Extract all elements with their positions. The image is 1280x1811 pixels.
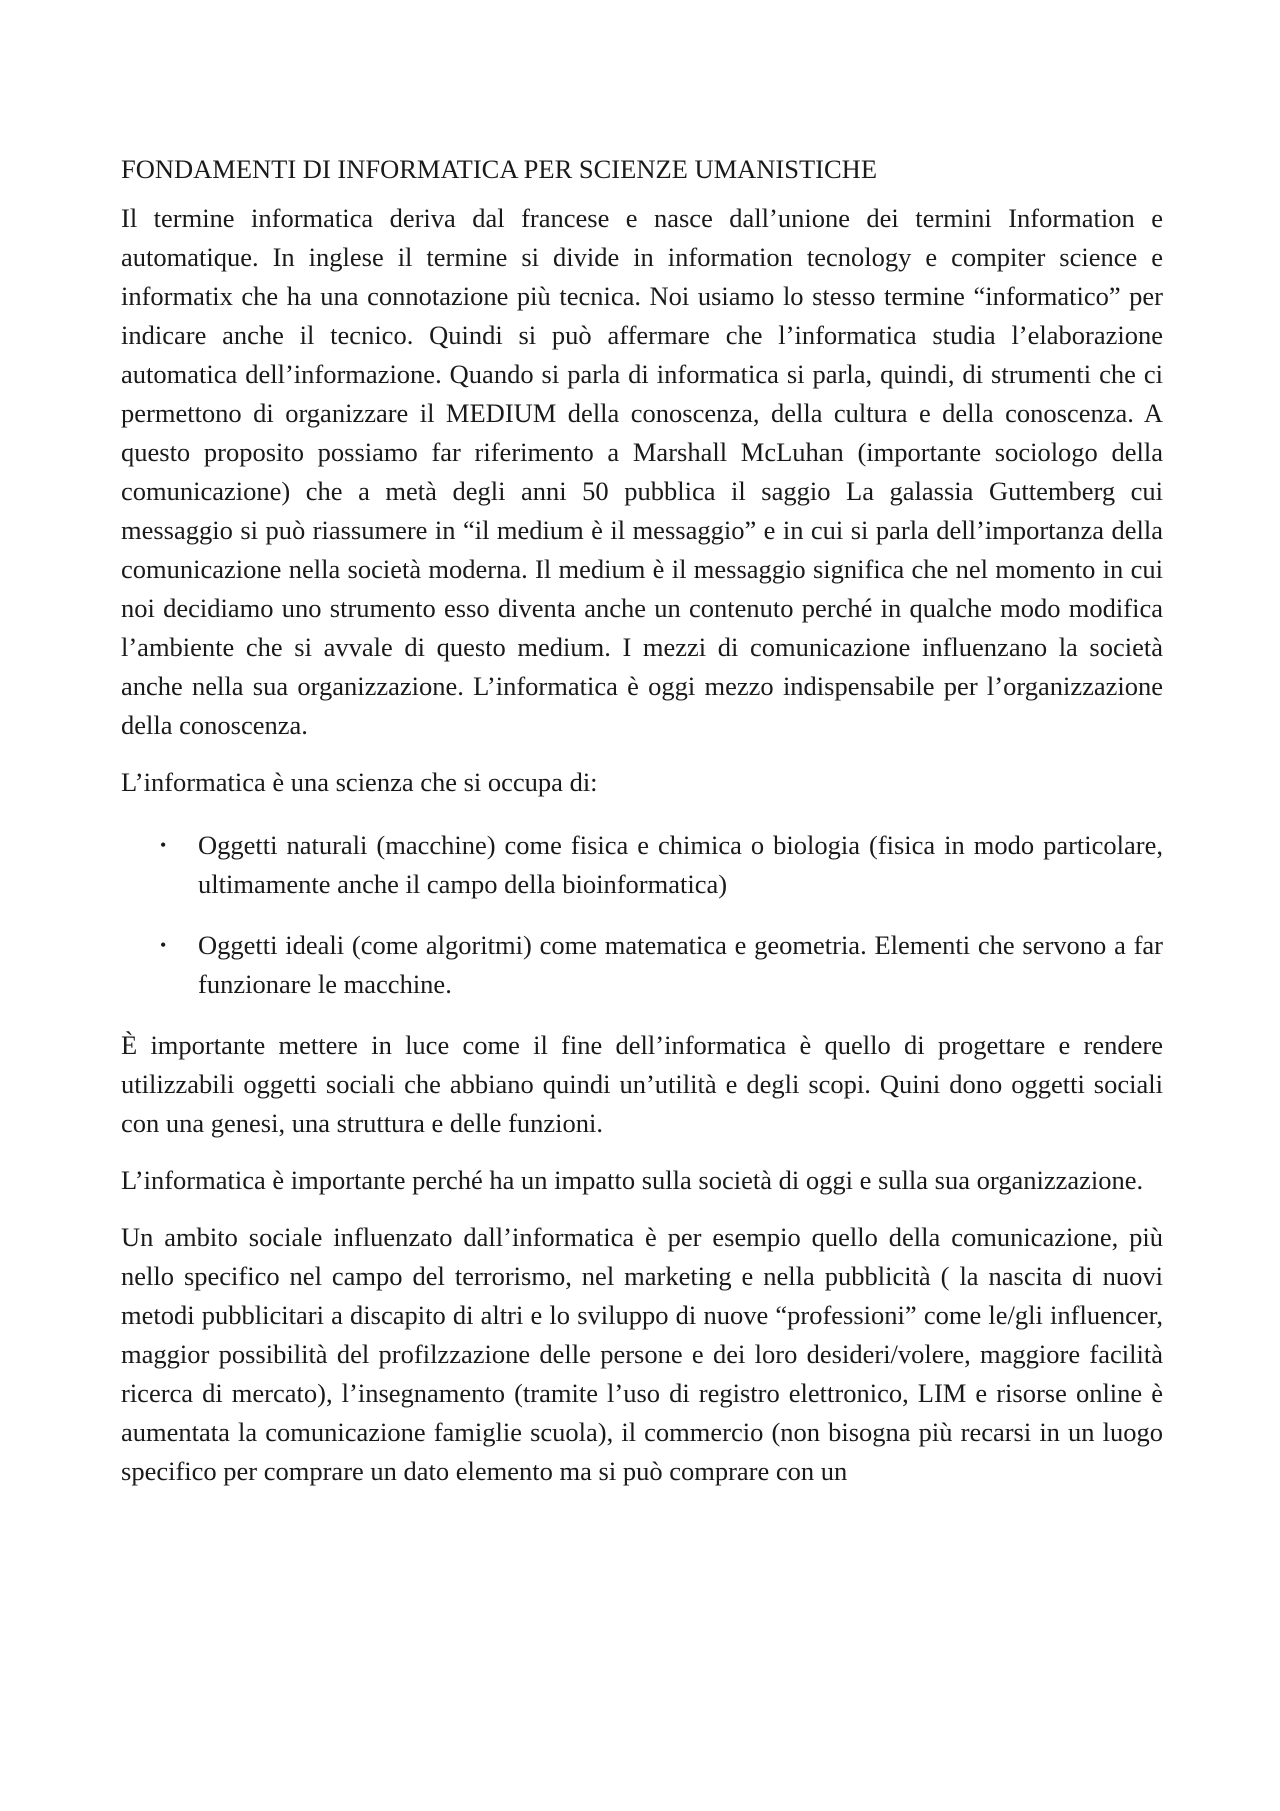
- paragraph-impact: L’informatica è importante perché ha un impatto sulla società di oggi e sulla sua organizzazione.: [121, 1165, 1144, 1195]
- list-item-text: Oggetti naturali (macchine) come fisica e chimica o biologia (fisica in modo particolare, ultimamente anche il campo della bioinformatica): [198, 830, 1163, 899]
- paragraph-intro: Il termine informatica deriva dal francese e nasce dall’unione dei termini Information e automatique. In inglese il termine si divide in information tecnology e compiter science e informatix che ha una connotazione più tecnica. Noi usiamo lo stesso termine “informatico” per indicare anche il tecnico. Quindi si può affermare che l’informatica studia l’elaborazione automatica dell’informazione. Quando si parla di informatica si parla, quindi, di strumenti che ci permettono di organizzare il MEDIUM della conoscenza, della cultura e della conoscenza. A questo proposito possiamo far riferimento a Marshall McLuhan (importante sociologo della comunicazione) che a metà degli anni 50 pubblica il saggio La galassia Guttemberg cui messaggio si può riassumere in “il medium è il messaggio” e in cui si parla dell’importanza della comunicazione nella società moderna. Il medium è il messaggio significa che nel momento in cui noi decidiamo uno strumento esso diventa anche un contenuto perché in qualche modo modifica l’ambiente che si avvale di questo medium. I mezzi di comunicazione influenzano la società anche nella sua organizzazione. L’informatica è oggi mezzo indispensabile per l’organizzazione della conoscenza.: [121, 203, 1163, 740]
- bullet-icon: •: [160, 935, 167, 955]
- document-title: FONDAMENTI DI INFORMATICA PER SCIENZE UMANISTICHE: [121, 154, 878, 184]
- document-page: [121, 150, 1163, 1509]
- paragraph-purpose: È importante mettere in luce come il fine dell’informatica è quello di progettare e rendere utilizzabili oggetti sociali che abbiano quindi un’utilità e degli scopi. Quini dono oggetti sociali con una genesi, una struttura e delle funzioni.: [121, 1030, 1163, 1138]
- list-item: [121, 826, 1163, 904]
- paragraph-social-areas: Un ambito sociale influenzato dall’informatica è per esempio quello della comunicazione, più nello specifico nel campo del terrorismo, nel marketing e nella pubblicità ( la nascita di nuovi metodi pubblicitari a discapito di altri e lo sviluppo di nuove “professioni” come le/gli influencer, maggior possibilità del profilzzazione delle persone e dei loro desideri/volere, maggiore facilità ricerca di mercato), l’insegnamento (tramite l’uso di registro elettronico, LIM e risorse online è aumentata la comunicazione famiglie scuola), il commercio (non bisogna più recarsi in un luogo specifico per comprare un dato elemento ma si può comprare con un: [121, 1222, 1163, 1486]
- list-item-text: Oggetti ideali (come algoritmi) come matematica e geometria. Elementi che servono a far funzionare le macchine.: [198, 930, 1163, 999]
- bullet-list: [121, 826, 1163, 1004]
- paragraph-scope: L’informatica è una scienza che si occupa di:: [121, 767, 598, 797]
- bullet-icon: •: [160, 835, 167, 855]
- list-item: [121, 926, 1163, 1004]
